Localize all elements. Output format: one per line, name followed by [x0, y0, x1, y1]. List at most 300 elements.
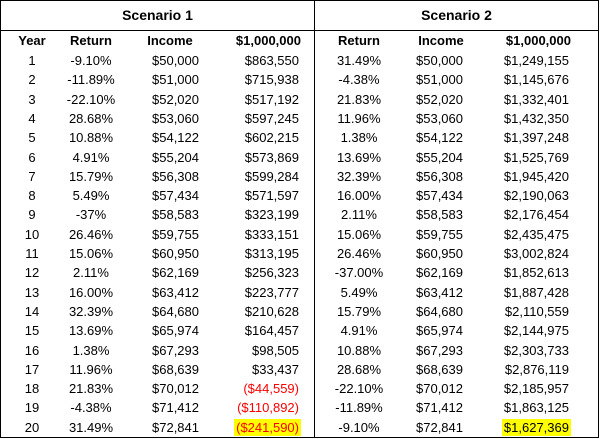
s1-return-cell-text: 1.38% [72, 342, 110, 358]
s1-return-cell-text: 32.39% [68, 303, 114, 319]
s2-income-cell [405, 321, 465, 341]
s1-income-cell-text: $55,204 [152, 149, 199, 165]
s1-balance-cell-text: $333,151 [244, 226, 299, 242]
s1-income-cell-text: $56,308 [152, 168, 199, 184]
year-cell-text: 12 [24, 265, 40, 281]
s2-income-cell [405, 418, 465, 438]
s2-income-cell-text: $60,950 [416, 246, 463, 261]
s1-income-cell-text: $65,974 [152, 323, 199, 339]
s2-income-cell-text: $55,204 [416, 149, 463, 165]
s2-balance-cell [477, 341, 571, 361]
s1-balance-cell [215, 321, 301, 341]
s2-income-cell [405, 379, 465, 399]
s1-balance-cell [215, 148, 301, 168]
s1-balance-cell [215, 302, 301, 322]
s2-balance-cell [477, 186, 571, 206]
s1-income-cell-text: $67,293 [152, 342, 199, 358]
s1-income-cell-text: $59,755 [152, 226, 199, 242]
s2-income-cell-text: $68,639 [416, 361, 463, 377]
year-cell [9, 109, 55, 129]
s1-balance-cell-text: $256,323 [244, 265, 299, 281]
table-row [1, 70, 600, 90]
s2-balance-cell-text: $1,332,401 [503, 91, 569, 107]
s2-income-cell-text: $50,000 [416, 53, 463, 68]
s1-return-cell [57, 186, 125, 206]
s2-balance-cell [477, 109, 571, 129]
s1-balance-cell-text: $602,215 [244, 130, 299, 146]
s1-balance-cell-text: $210,628 [244, 303, 299, 319]
s1-return-cell [57, 379, 125, 399]
table-row [1, 302, 600, 322]
s1-income-cell-text: $64,680 [152, 303, 199, 319]
s1-balance-cell [215, 225, 301, 245]
s2-return-cell [321, 225, 397, 245]
s2-balance-cell-text: $2,876,119 [504, 361, 569, 377]
s1-return-cell-text: 11.96% [69, 361, 113, 377]
s1-balance-cell [215, 70, 301, 90]
year-cell [9, 70, 55, 90]
s1-income-cell [139, 225, 201, 245]
s2-return-cell-text: 32.39% [336, 168, 382, 184]
s2-return-cell [321, 263, 397, 283]
s1-income-cell [139, 379, 201, 399]
s2-return-cell-text: 31.49% [336, 53, 382, 68]
s1-income-cell [139, 167, 201, 187]
s2-income-cell-text: $56,308 [416, 168, 463, 184]
s1-balance-cell-text: $33,437 [252, 361, 299, 377]
s1-return-cell [57, 244, 125, 264]
s2-return-cell [321, 302, 397, 322]
s2-balance-cell [477, 70, 571, 90]
s2-return-cell [321, 51, 397, 71]
s2-return-cell [321, 186, 397, 206]
s2-balance-cell-text: $2,176,454 [503, 207, 569, 223]
s1-income-cell-text: $50,000 [152, 53, 199, 68]
s2-return-cell [321, 244, 397, 264]
s1-income-cell-text: $62,169 [152, 265, 199, 281]
year-cell-text: 3 [28, 91, 36, 107]
table-row [1, 360, 600, 380]
s2-return-cell-text: 10.88% [336, 342, 382, 358]
s1-return-cell [57, 360, 125, 380]
s1-balance-cell [215, 244, 301, 264]
s2-balance-cell-text: $1,249,155 [503, 53, 569, 68]
s2-return-cell-text: -11.89% [335, 400, 383, 416]
s2-income-cell [405, 360, 465, 380]
s1-balance-cell-text: ($44,559) [243, 381, 299, 397]
s2-balance-cell-text: $1,863,125 [503, 400, 569, 416]
s2-balance-cell-text: $1,627,369 [503, 419, 569, 435]
s2-income-cell-text: $62,169 [416, 265, 463, 281]
s2-return-cell [321, 148, 397, 168]
s1-balance-cell-text: $517,192 [244, 91, 299, 107]
year-cell [9, 167, 55, 187]
s2-balance-cell-text: $2,435,475 [503, 226, 569, 242]
s2-income-cell-text: $63,412 [416, 284, 463, 300]
s2-income-cell-text: $70,012 [416, 381, 463, 397]
s2-balance-cell-text: $1,852,613 [503, 265, 569, 281]
s2-return-cell-text: 26.46% [336, 246, 382, 261]
s2-balance-cell-text: $1,397,248 [503, 130, 569, 146]
s1-income-cell-text: $52,020 [152, 91, 199, 107]
s1-return-cell [57, 225, 125, 245]
s2-return-cell-text: 11.96% [337, 110, 381, 126]
s1-return-cell-text: -22.10% [66, 91, 116, 107]
s1-income-cell [139, 244, 201, 264]
s2-balance-cell [477, 148, 571, 168]
s2-income-cell-text: $67,293 [416, 342, 463, 358]
s2-balance-cell-text: $1,145,676 [503, 72, 569, 88]
s1-income-cell [139, 90, 201, 110]
s2-income-cell [405, 90, 465, 110]
year-cell [9, 244, 55, 264]
s1-balance-cell-text: ($110,892) [237, 400, 299, 416]
s1-return-cell-text: 10.88% [68, 130, 114, 146]
s2-return-cell-text: 13.69% [336, 149, 382, 165]
s1-return-cell [57, 90, 125, 110]
s2-income-cell-text: $54,122 [416, 130, 463, 146]
s2-income-cell-text: $64,680 [416, 303, 463, 319]
s1-return-cell [57, 109, 125, 129]
s2-income-cell [405, 398, 465, 418]
year-cell [9, 341, 55, 361]
s2-balance-cell-text: $2,190,063 [503, 188, 569, 204]
s2-balance-cell-text: $1,432,350 [503, 110, 569, 126]
s1-balance-cell-text: $313,195 [244, 246, 299, 261]
s2-balance-cell [477, 283, 571, 303]
s2-balance-cell-text: $1,887,428 [503, 284, 569, 300]
s2-balance-cell [477, 418, 571, 438]
s1-balance-cell-text: $323,199 [244, 207, 299, 223]
s2-return-cell [321, 109, 397, 129]
s2-return-column-header: Return [338, 33, 380, 48]
scenario-2-header: Scenario 2 [314, 1, 599, 30]
s1-income-cell [139, 148, 201, 168]
s2-balance-cell [477, 244, 571, 264]
s1-balance-cell-text: $863,550 [244, 53, 299, 68]
s2-balance-column-header: $1,000,000 [505, 33, 571, 48]
s1-return-cell-text: 28.68% [68, 110, 114, 126]
year-cell-text: 1 [28, 53, 36, 68]
s2-income-cell [405, 70, 465, 90]
s2-return-cell [321, 321, 397, 341]
table-body [0, 30, 599, 438]
s1-return-cell [57, 418, 125, 438]
s1-income-cell [139, 321, 201, 341]
s1-return-cell [57, 321, 125, 341]
s1-return-cell-text: 31.49% [68, 419, 114, 435]
s1-return-cell [57, 398, 125, 418]
s2-balance-cell [477, 167, 571, 187]
s2-return-cell [321, 418, 397, 438]
s2-income-cell [405, 51, 465, 71]
table-row [1, 167, 600, 187]
s1-income-cell [139, 418, 201, 438]
s1-income-cell [139, 205, 201, 225]
s1-income-cell-text: $63,412 [152, 284, 199, 300]
s2-return-cell [321, 205, 397, 225]
s1-balance-cell [215, 51, 301, 71]
year-cell-text: 11 [25, 246, 39, 261]
year-cell-text: 19 [24, 400, 40, 416]
year-cell-text: 2 [28, 72, 36, 88]
s1-return-cell-text: 13.69% [68, 323, 114, 339]
s2-return-cell [321, 360, 397, 380]
s1-balance-cell-text: $98,505 [252, 342, 299, 358]
table-row [1, 225, 600, 245]
table-row [1, 341, 600, 361]
s1-balance-cell [215, 283, 301, 303]
year-cell [9, 302, 55, 322]
s2-income-cell-text: $58,583 [416, 207, 463, 223]
s2-income-cell-text: $57,434 [416, 188, 463, 204]
s1-balance-cell-text: $164,457 [244, 323, 299, 339]
s1-balance-cell [215, 418, 301, 438]
s1-balance-cell-text: $597,245 [244, 110, 299, 126]
s2-income-cell [405, 128, 465, 148]
s2-income-cell [405, 109, 465, 129]
year-cell-text: 5 [28, 130, 36, 146]
year-cell-text: 7 [28, 168, 36, 184]
s1-return-cell-text: 15.79% [68, 168, 114, 184]
s1-income-cell [139, 341, 201, 361]
s2-income-cell [405, 205, 465, 225]
s1-balance-cell [215, 205, 301, 225]
year-cell [9, 205, 55, 225]
year-cell-text: 10 [24, 226, 40, 242]
s2-return-cell-text: 4.91% [340, 323, 378, 339]
s1-return-cell-text: 2.11% [73, 265, 109, 281]
s1-balance-cell-text: $223,777 [244, 284, 299, 300]
s1-income-cell-text: $53,060 [152, 110, 199, 126]
s2-income-cell [405, 244, 465, 264]
s1-income-cell [139, 109, 201, 129]
s1-balance-cell-text: $715,938 [244, 72, 299, 88]
s1-return-cell [57, 167, 125, 187]
year-cell [9, 321, 55, 341]
table-row [1, 379, 600, 399]
table-row [1, 186, 600, 206]
s1-return-cell [57, 128, 125, 148]
s2-balance-cell-text: $2,144,975 [503, 323, 569, 339]
s2-income-cell [405, 148, 465, 168]
s1-return-cell [57, 148, 125, 168]
year-cell [9, 90, 55, 110]
s1-income-cell-text: $57,434 [152, 188, 199, 204]
year-cell [9, 360, 55, 380]
s2-income-cell-text: $53,060 [416, 110, 463, 126]
s1-return-cell [57, 263, 125, 283]
table-row [1, 283, 600, 303]
table-row [1, 128, 600, 148]
s1-income-cell-text: $51,000 [152, 72, 199, 88]
s2-balance-cell [477, 90, 571, 110]
year-column-header: Year [18, 33, 46, 48]
year-cell [9, 418, 55, 438]
year-cell [9, 283, 55, 303]
table-row [1, 90, 600, 110]
s2-income-cell [405, 225, 465, 245]
year-cell-text: 9 [28, 207, 36, 223]
year-cell [9, 379, 55, 399]
year-cell-text: 16 [24, 342, 40, 358]
s1-balance-cell [215, 167, 301, 187]
table-row [1, 205, 600, 225]
year-cell-text: 14 [24, 303, 40, 319]
year-cell-text: 17 [24, 361, 40, 377]
s1-return-cell-text: 16.00% [68, 284, 114, 300]
s1-balance-column-header: $1,000,000 [235, 33, 301, 48]
s1-return-cell-text: -11.89% [67, 72, 115, 88]
s2-return-cell [321, 167, 397, 187]
year-cell-text: 20 [24, 419, 40, 435]
s2-balance-cell-text: $2,303,733 [503, 342, 569, 358]
s1-return-cell [57, 205, 125, 225]
s1-return-cell-text: -4.38% [70, 400, 112, 416]
s2-income-cell-text: $72,841 [416, 419, 463, 435]
s2-income-cell-text: $71,412 [416, 400, 463, 416]
s1-income-cell [139, 283, 201, 303]
s1-income-cell-text: $58,583 [152, 207, 199, 223]
s1-balance-cell [215, 128, 301, 148]
s2-income-cell [405, 167, 465, 187]
s1-income-cell [139, 51, 201, 71]
s1-balance-cell-text: $573,869 [244, 149, 299, 165]
s2-balance-cell [477, 225, 571, 245]
s1-return-cell-text: -9.10% [70, 53, 112, 68]
scenario-1-header: Scenario 1 [0, 1, 314, 30]
s1-return-cell [57, 341, 125, 361]
table-row [1, 244, 600, 264]
s1-income-cell [139, 398, 201, 418]
s1-income-column-header: Income [147, 33, 193, 48]
s1-income-cell-text: $72,841 [152, 419, 199, 435]
s1-balance-cell [215, 186, 301, 206]
s2-return-cell [321, 283, 397, 303]
s1-income-cell-text: $70,012 [152, 381, 199, 397]
s2-balance-cell [477, 398, 571, 418]
s1-income-cell [139, 263, 201, 283]
table-row [1, 398, 600, 418]
s1-income-cell-text: $71,412 [152, 400, 199, 416]
s2-return-cell [321, 128, 397, 148]
s2-return-cell-text: -37.00% [334, 265, 384, 281]
s2-balance-cell [477, 128, 571, 148]
s1-balance-cell [215, 398, 301, 418]
s2-balance-cell-text: $1,945,420 [503, 168, 569, 184]
s1-balance-cell-text: $571,597 [244, 188, 299, 204]
year-cell [9, 148, 55, 168]
year-cell-text: 8 [28, 188, 36, 204]
table-row [1, 148, 600, 168]
s1-return-cell [57, 283, 125, 303]
s2-return-cell [321, 90, 397, 110]
s1-balance-cell [215, 341, 301, 361]
year-cell [9, 398, 55, 418]
s2-income-cell-text: $51,000 [416, 72, 463, 88]
s1-balance-cell [215, 263, 301, 283]
s2-income-cell-text: $52,020 [416, 91, 463, 107]
s1-balance-cell [215, 379, 301, 399]
s2-return-cell [321, 379, 397, 399]
s1-balance-cell [215, 90, 301, 110]
s1-return-cell-text: 5.49% [72, 188, 110, 204]
year-cell-text: 6 [28, 149, 36, 165]
s2-income-column-header: Income [418, 33, 464, 48]
year-cell [9, 263, 55, 283]
s1-balance-cell-text: $599,284 [244, 168, 299, 184]
s1-return-cell [57, 302, 125, 322]
year-cell [9, 225, 55, 245]
s1-income-cell [139, 360, 201, 380]
s2-return-cell [321, 70, 397, 90]
year-cell-text: 13 [24, 284, 40, 300]
s2-return-cell [321, 398, 397, 418]
s1-balance-cell-text: ($241,590) [236, 419, 299, 435]
s1-income-cell [139, 128, 201, 148]
s2-return-cell-text: 15.79% [336, 303, 382, 319]
s2-return-cell-text: 5.49% [340, 284, 378, 300]
s1-return-cell-text: 15.06% [68, 246, 114, 261]
s1-income-cell [139, 186, 201, 206]
s1-return-cell-text: 21.83% [68, 381, 114, 397]
s1-income-cell-text: $60,950 [152, 246, 199, 261]
s2-balance-cell [477, 205, 571, 225]
year-cell-text: 15 [24, 323, 40, 339]
s2-return-cell-text: 28.68% [336, 361, 382, 377]
column-header-row [1, 31, 600, 51]
s1-return-cell-text: 26.46% [68, 226, 114, 242]
s2-balance-cell [477, 263, 571, 283]
s1-return-cell [57, 70, 125, 90]
s2-return-cell-text: 2.11% [341, 207, 377, 223]
s2-balance-cell [477, 302, 571, 322]
s2-return-cell [321, 341, 397, 361]
s2-balance-cell-text: $2,110,559 [504, 303, 569, 319]
s2-return-cell-text: 15.06% [336, 226, 382, 242]
table-row [1, 418, 600, 438]
s1-income-cell [139, 70, 201, 90]
year-cell-text: 18 [24, 381, 40, 397]
s2-balance-cell [477, 321, 571, 341]
s2-return-cell-text: 21.83% [336, 91, 382, 107]
year-cell-text: 4 [28, 110, 36, 126]
s1-income-cell [139, 302, 201, 322]
s2-balance-cell-text: $1,525,769 [503, 149, 569, 165]
s2-income-cell [405, 341, 465, 361]
s1-income-cell-text: $68,639 [152, 361, 199, 377]
s2-return-cell-text: -4.38% [338, 72, 380, 88]
year-cell [9, 186, 55, 206]
s2-income-cell [405, 302, 465, 322]
s2-return-cell-text: -22.10% [334, 381, 384, 397]
s1-balance-cell [215, 109, 301, 129]
s2-return-cell-text: 1.38% [340, 130, 378, 146]
s2-balance-cell-text: $2,185,957 [503, 381, 569, 397]
s2-income-cell [405, 283, 465, 303]
s1-return-column-header: Return [70, 33, 112, 48]
s1-return-cell [57, 51, 125, 71]
s1-return-cell-text: -37% [75, 207, 107, 223]
year-cell [9, 51, 55, 71]
s2-balance-cell [477, 360, 571, 380]
scenario-header-row [0, 0, 599, 31]
table-row [1, 321, 600, 341]
s2-balance-cell [477, 379, 571, 399]
table-row [1, 263, 600, 283]
table-row [1, 51, 600, 71]
s2-return-cell-text: 16.00% [336, 188, 382, 204]
